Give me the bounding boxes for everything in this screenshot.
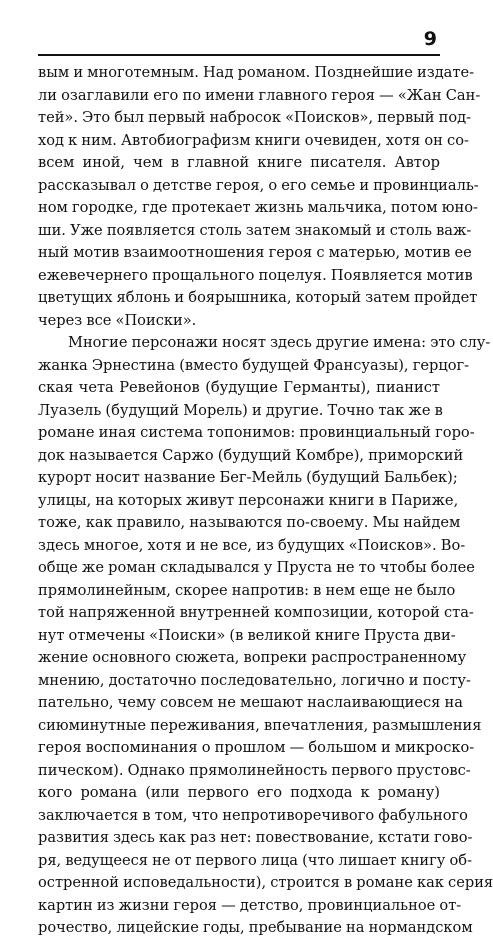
text-line: вым и многотемным. Над романом. Позднейшие издате- bbox=[38, 64, 475, 81]
text-line: той напряженной внутренней композиции, которой ста- bbox=[38, 604, 474, 621]
text-line: всем иной, чем в главной книге писателя. Автор bbox=[38, 154, 440, 171]
text-line: обще же роман складывался у Пруста не то чтобы более bbox=[38, 559, 475, 576]
text-line: ря, ведущееся не от первого лица (что лишает книгу об- bbox=[38, 851, 473, 869]
text-line: рочество, лицейские годы, пребывание на нормандском bbox=[38, 919, 473, 936]
text-line: прямолинейным, скорее напротив: в нем еще не было bbox=[38, 581, 456, 599]
text-line: мнению, достаточно последовательно, логично и посту- bbox=[38, 671, 471, 689]
text-line: ежевечернего прощального поцелуя. Появляется мотив bbox=[38, 266, 473, 284]
text-line: пическом). Однако прямолинейность первого прустовс- bbox=[38, 761, 471, 779]
text-line: Многие персонажи носят здесь другие имена: это слу- bbox=[68, 334, 491, 351]
text-line: тоже, как правило, называются по-своему. Мы найдем bbox=[38, 514, 461, 531]
text-line: ном городке, где протекает жизнь мальчика, потом юно- bbox=[38, 199, 478, 216]
text-line: через все «Поиски». bbox=[38, 311, 197, 329]
text-line: жение основного сюжета, вопреки распространенному bbox=[38, 649, 467, 666]
text-line: рассказывал о детстве героя, о его семье и провинциаль- bbox=[38, 176, 479, 194]
paragraph bbox=[38, 62, 481, 332]
text-line: пательно, чему совсем не мешают наслаивающиеся на bbox=[38, 694, 463, 711]
text-line: док называется Саржо (будущий Комбре), приморский bbox=[38, 446, 464, 464]
text-line: здесь многое, хотя и не все, из будущих «Поисков». Во- bbox=[38, 536, 466, 554]
text-line: заключается в том, что непротиворечивого фабульного bbox=[38, 806, 468, 824]
paragraph bbox=[38, 332, 493, 940]
text-line: жанка Эрнестина (вместо будущей Франсуазы), герцог- bbox=[38, 356, 470, 374]
text-line: ская чета Ревейонов (будущие Германты), пианист bbox=[38, 379, 440, 396]
text-line: ши. Уже появляется столь затем знакомый и столь важ- bbox=[38, 221, 472, 239]
body-text bbox=[38, 62, 493, 940]
text-line: сиюминутные переживания, впечатления, размышления bbox=[38, 716, 482, 734]
text-line: ный мотив взаимоотношения героя с матерью, мотив ее bbox=[38, 244, 472, 261]
text-line: Луазель (будущий Морель) и другие. Точно так же в bbox=[38, 401, 443, 419]
text-line: кого романа (или первого его подхода к роману) bbox=[38, 784, 440, 801]
page-number: 9 bbox=[423, 28, 437, 50]
text-line: улицы, на которых живут персонажи книги в Париже, bbox=[38, 491, 459, 509]
text-line: героя воспоминания о прошлом — большом и микроско- bbox=[38, 739, 475, 756]
text-line: ли озаглавили его по имени главного героя — «Жан Сан- bbox=[38, 86, 481, 104]
text-line: тей». Это был первый набросок «Поисков», первый под- bbox=[38, 109, 472, 126]
text-line: развития здесь как раз нет: повествование, кстати гово- bbox=[38, 829, 473, 846]
text-line: картин из жизни героя — детство, провинциальное от- bbox=[38, 896, 462, 914]
text-line: романе иная система топонимов: провинциальный горо- bbox=[38, 424, 475, 441]
header-rule bbox=[38, 54, 440, 56]
text-line: нут отмечены «Поиски» (в великой книге Пруста дви- bbox=[38, 626, 456, 644]
text-line: ход к ним. Автобиографизм книги очевиден, хотя он со- bbox=[38, 131, 469, 149]
text-line: курорт носит название Бег-Мейль (будущий Бальбек); bbox=[38, 469, 458, 486]
text-line: остренной исповедальности), строится в романе как серия bbox=[38, 874, 493, 891]
text-line: цветущих яблонь и боярышника, который затем пройдет bbox=[38, 289, 478, 306]
